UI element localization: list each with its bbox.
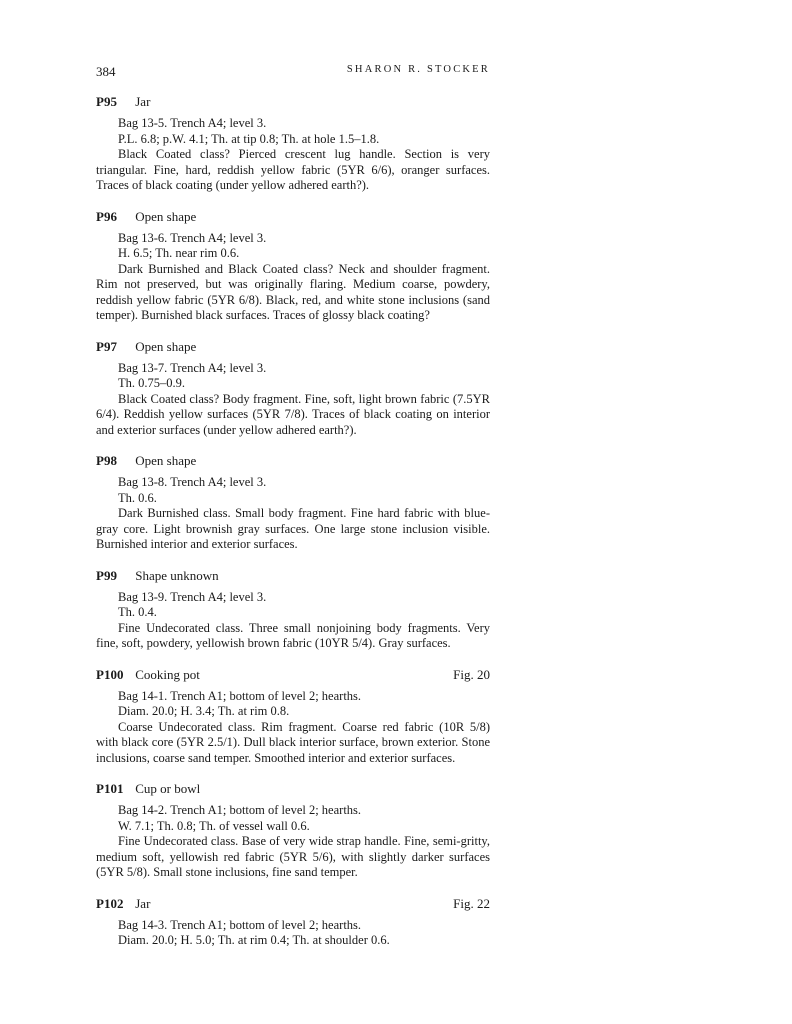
vessel-shape: Open shape xyxy=(135,338,197,354)
catalogue-entry xyxy=(96,94,490,194)
catalogue-number: P98 xyxy=(96,453,117,468)
description: Dark Burnished class. Small body fragment. Fine hard fabric with blue-gray core. Light brownish gray surfaces. One large stone inclusion visible. Burnished interior and exterior surfaces. xyxy=(96,506,490,551)
running-head: SHARON R. STOCKER xyxy=(346,64,490,75)
catalogue-entry xyxy=(96,453,490,553)
dimensions: Th. 0.4. xyxy=(118,605,157,619)
dimensions: P.L. 6.8; p.W. 4.1; Th. at tip 0.8; Th. at hole 1.5–1.8. xyxy=(118,131,380,146)
entry-heading xyxy=(96,94,490,110)
catalogue-number: P99 xyxy=(96,567,117,583)
bag-context: Bag 13-9. Trench A4; level 3. xyxy=(118,589,267,604)
vessel-shape: Cooking pot xyxy=(135,666,200,682)
bag-context: Bag 14-2. Trench A1; bottom of level 2; hearths. xyxy=(118,803,362,817)
description: Fine Undecorated class. Base of very wide strap handle. Fine, semi-gritty, medium soft, yellowish red fabric (5YR 5/6), with slightly darker surfaces (5YR 5/8). Small stone inclusions, fine sand temper. xyxy=(96,834,490,879)
description: Fine Undecorated class. Three small nonjoining body fragments. Very fine, soft, powdery, yellowish brown fabric (10YR 5/4). Gray surfaces. xyxy=(96,620,490,650)
catalogue-number: P101 xyxy=(96,781,124,796)
vessel-shape: Open shape xyxy=(135,208,197,224)
dimensions: Diam. 20.0; H. 5.0; Th. at rim 0.4; Th. at shoulder 0.6. xyxy=(118,933,390,947)
entry-heading xyxy=(96,667,490,683)
catalogue-number: P96 xyxy=(96,208,117,224)
entry-heading xyxy=(96,896,490,912)
catalogue-entry xyxy=(96,568,490,652)
catalogue-entry xyxy=(96,339,490,439)
figure-reference: Fig. 22 xyxy=(453,895,490,911)
catalogue-number: P100 xyxy=(96,666,124,682)
vessel-shape: Shape unknown xyxy=(135,567,219,583)
description: Dark Burnished and Black Coated class? Neck and shoulder fragment. Rim not preserved, but was originally flaring. Medium coarse, powdery, reddish yellow fabric (5YR 6/8). Black, red, and white stone inclusions (sand temper). Burnished black surfaces. Traces of glossy black coating? xyxy=(96,261,490,322)
catalogue-entry xyxy=(96,896,490,949)
description: Black Coated class? Pierced crescent lug handle. Section is very triangular. Fine, hard, reddish yellow fabric (5YR 6/6), oranger surfaces. Traces of black coating (under yellow adhered earth?). xyxy=(96,147,490,192)
dimensions: Th. 0.6. xyxy=(118,490,157,505)
page-number: 384 xyxy=(96,64,116,79)
catalogue-entries xyxy=(96,94,490,964)
figure-reference: Fig. 20 xyxy=(453,666,490,682)
entry-heading xyxy=(96,781,490,797)
entry-heading xyxy=(96,339,490,355)
entry-heading xyxy=(96,209,490,225)
catalogue-number: P102 xyxy=(96,895,124,911)
catalogue-entry xyxy=(96,209,490,324)
dimensions: W. 7.1; Th. 0.8; Th. of vessel wall 0.6. xyxy=(118,818,310,833)
description: Black Coated class? Body fragment. Fine, soft, light brown fabric (7.5YR 6/4). Reddish yellow surfaces (5YR 7/8). Traces of black coating on interior and exterior surfaces (under yellow adhered earth?). xyxy=(96,391,490,437)
bag-context: Bag 14-1. Trench A1; bottom of level 2; hearths. xyxy=(118,688,362,703)
vessel-shape: Jar xyxy=(135,895,151,911)
catalogue-number: P97 xyxy=(96,338,117,354)
dimensions: Diam. 20.0; H. 3.4; Th. at rim 0.8. xyxy=(118,704,290,718)
bag-context: Bag 13-7. Trench A4; level 3. xyxy=(118,360,267,375)
bag-context: Bag 13-8. Trench A4; level 3. xyxy=(118,475,267,489)
dimensions: H. 6.5; Th. near rim 0.6. xyxy=(118,246,240,260)
catalogue-number: P95 xyxy=(96,94,117,109)
bag-context: Bag 13-5. Trench A4; level 3. xyxy=(118,116,267,130)
entry-heading xyxy=(96,568,490,584)
dimensions: Th. 0.75–0.9. xyxy=(118,376,186,390)
bag-context: Bag 14-3. Trench A1; bottom of level 2; hearths. xyxy=(118,917,362,932)
description: Coarse Undecorated class. Rim fragment. Coarse red fabric (10R 5/8) with black core (5YR 2.5/1). Dull black interior surface, brown exterior. Stone inclusions, coarse sand temper. Smoothed interior and exterior surfaces. xyxy=(96,719,490,765)
bag-context: Bag 13-6. Trench A4; level 3. xyxy=(118,230,267,245)
catalogue-entry xyxy=(96,667,490,767)
entry-heading xyxy=(96,453,490,469)
vessel-shape: Open shape xyxy=(135,453,197,468)
page-header xyxy=(96,64,490,82)
vessel-shape: Cup or bowl xyxy=(135,781,201,796)
catalogue-entry xyxy=(96,781,490,881)
vessel-shape: Jar xyxy=(135,94,151,109)
